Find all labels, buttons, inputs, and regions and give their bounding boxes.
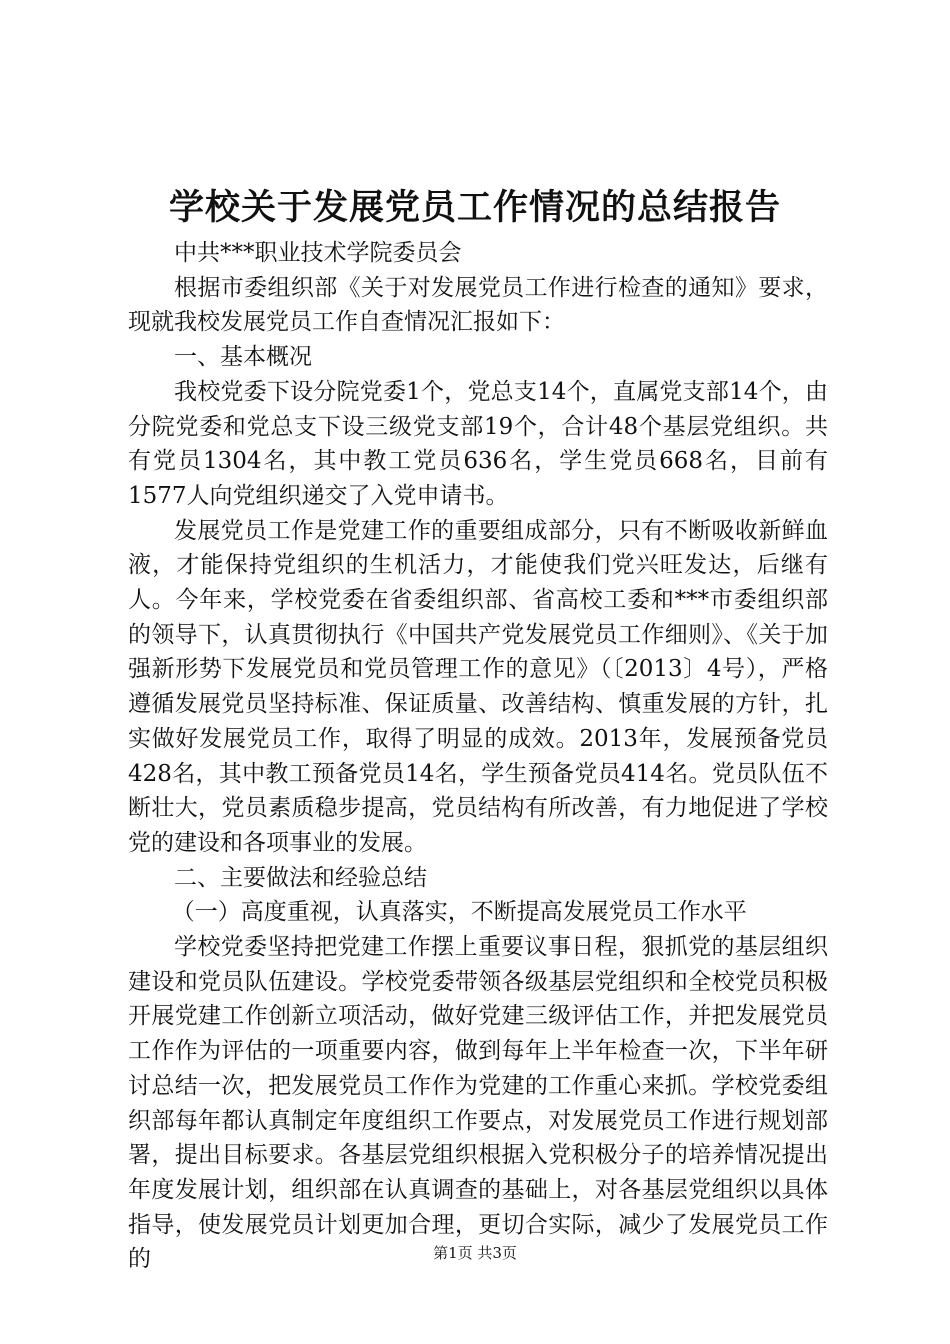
document-title: 学校关于发展党员工作情况的总结报告 (168, 187, 781, 228)
section-heading-overview: 一、基本概况 (174, 344, 312, 371)
paragraph-practices: 学校党委坚持把党建工作摆上重要议事日程，狠抓党的基层组织建设和党员队伍建设。学校党委带领各级基层党组织和全校党员积极开展党建工作创新立项活动，做好党建三级评估工作，并把发展党员工作作为评估的一项重要内容，做到每年上半年检查一次，下半年研讨总结一次，把发展党员工作作为党建的工作重心来抓。学校党委组织部每年都认真制定年度组织工作要点，对发展党员工作进行规划部署，提出目标要求。各基层党组织根据入党积极分子的培养情况提出年度发展计划，组织部在认真调查的基础上，对各基层党组织以具体指导，使发展党员计划更加合理，更切合实际，减少了发展党员工作的 (128, 934, 828, 1273)
section-heading-practices: 二、主要做法和经验总结 (174, 864, 427, 891)
paragraph-issuer: 中共***职业技术学院委员会 (174, 240, 462, 266)
page-footer: 第1页 共3页 (433, 1244, 517, 1262)
paragraph-overview: 我校党委下设分院党委1个，党总支14个，直属党支部14个，由分院党委和党总支下设三级党支部19个，合计48个基层党组织。共有党员1304名，其中教工党员636名，学生党员668名，目前有1577人向党组织递交了入党申请书。 (128, 378, 828, 509)
paragraph-achievements: 发展党员工作是党建工作的重要组成部分，只有不断吸收新鲜血液，才能保持党组织的生机活力，才能使我们党兴旺发达，后继有人。今年来，学校党委在省委组织部、省高校工委和***市委组织部的领导下，认真贯彻执行《中国共产党发展党员工作细则》、《关于加强新形势下发展党员和党员管理工作的意见》（〔2013〕4号），严格遵循发展党员坚持标准、保证质量、改善结构、慎重发展的方针，扎实做好发展党员工作，取得了明显的成效。2013年，发展预备党员428名，其中教工预备党员14名，学生预备党员414名。党员队伍不断壮大，党员素质稳步提高，党员结构有所改善，有力地促进了学校党的建设和各项事业的发展。 (128, 517, 828, 856)
subsection-heading-1: （一）高度重视，认真落实，不断提高发展党员工作水平 (171, 899, 747, 926)
paragraph-intro: 根据市委组织部《关于对发展党员工作进行检查的通知》要求，现就我校发展党员工作自查情况汇报如下： (128, 274, 828, 336)
document-body (128, 236, 828, 1277)
